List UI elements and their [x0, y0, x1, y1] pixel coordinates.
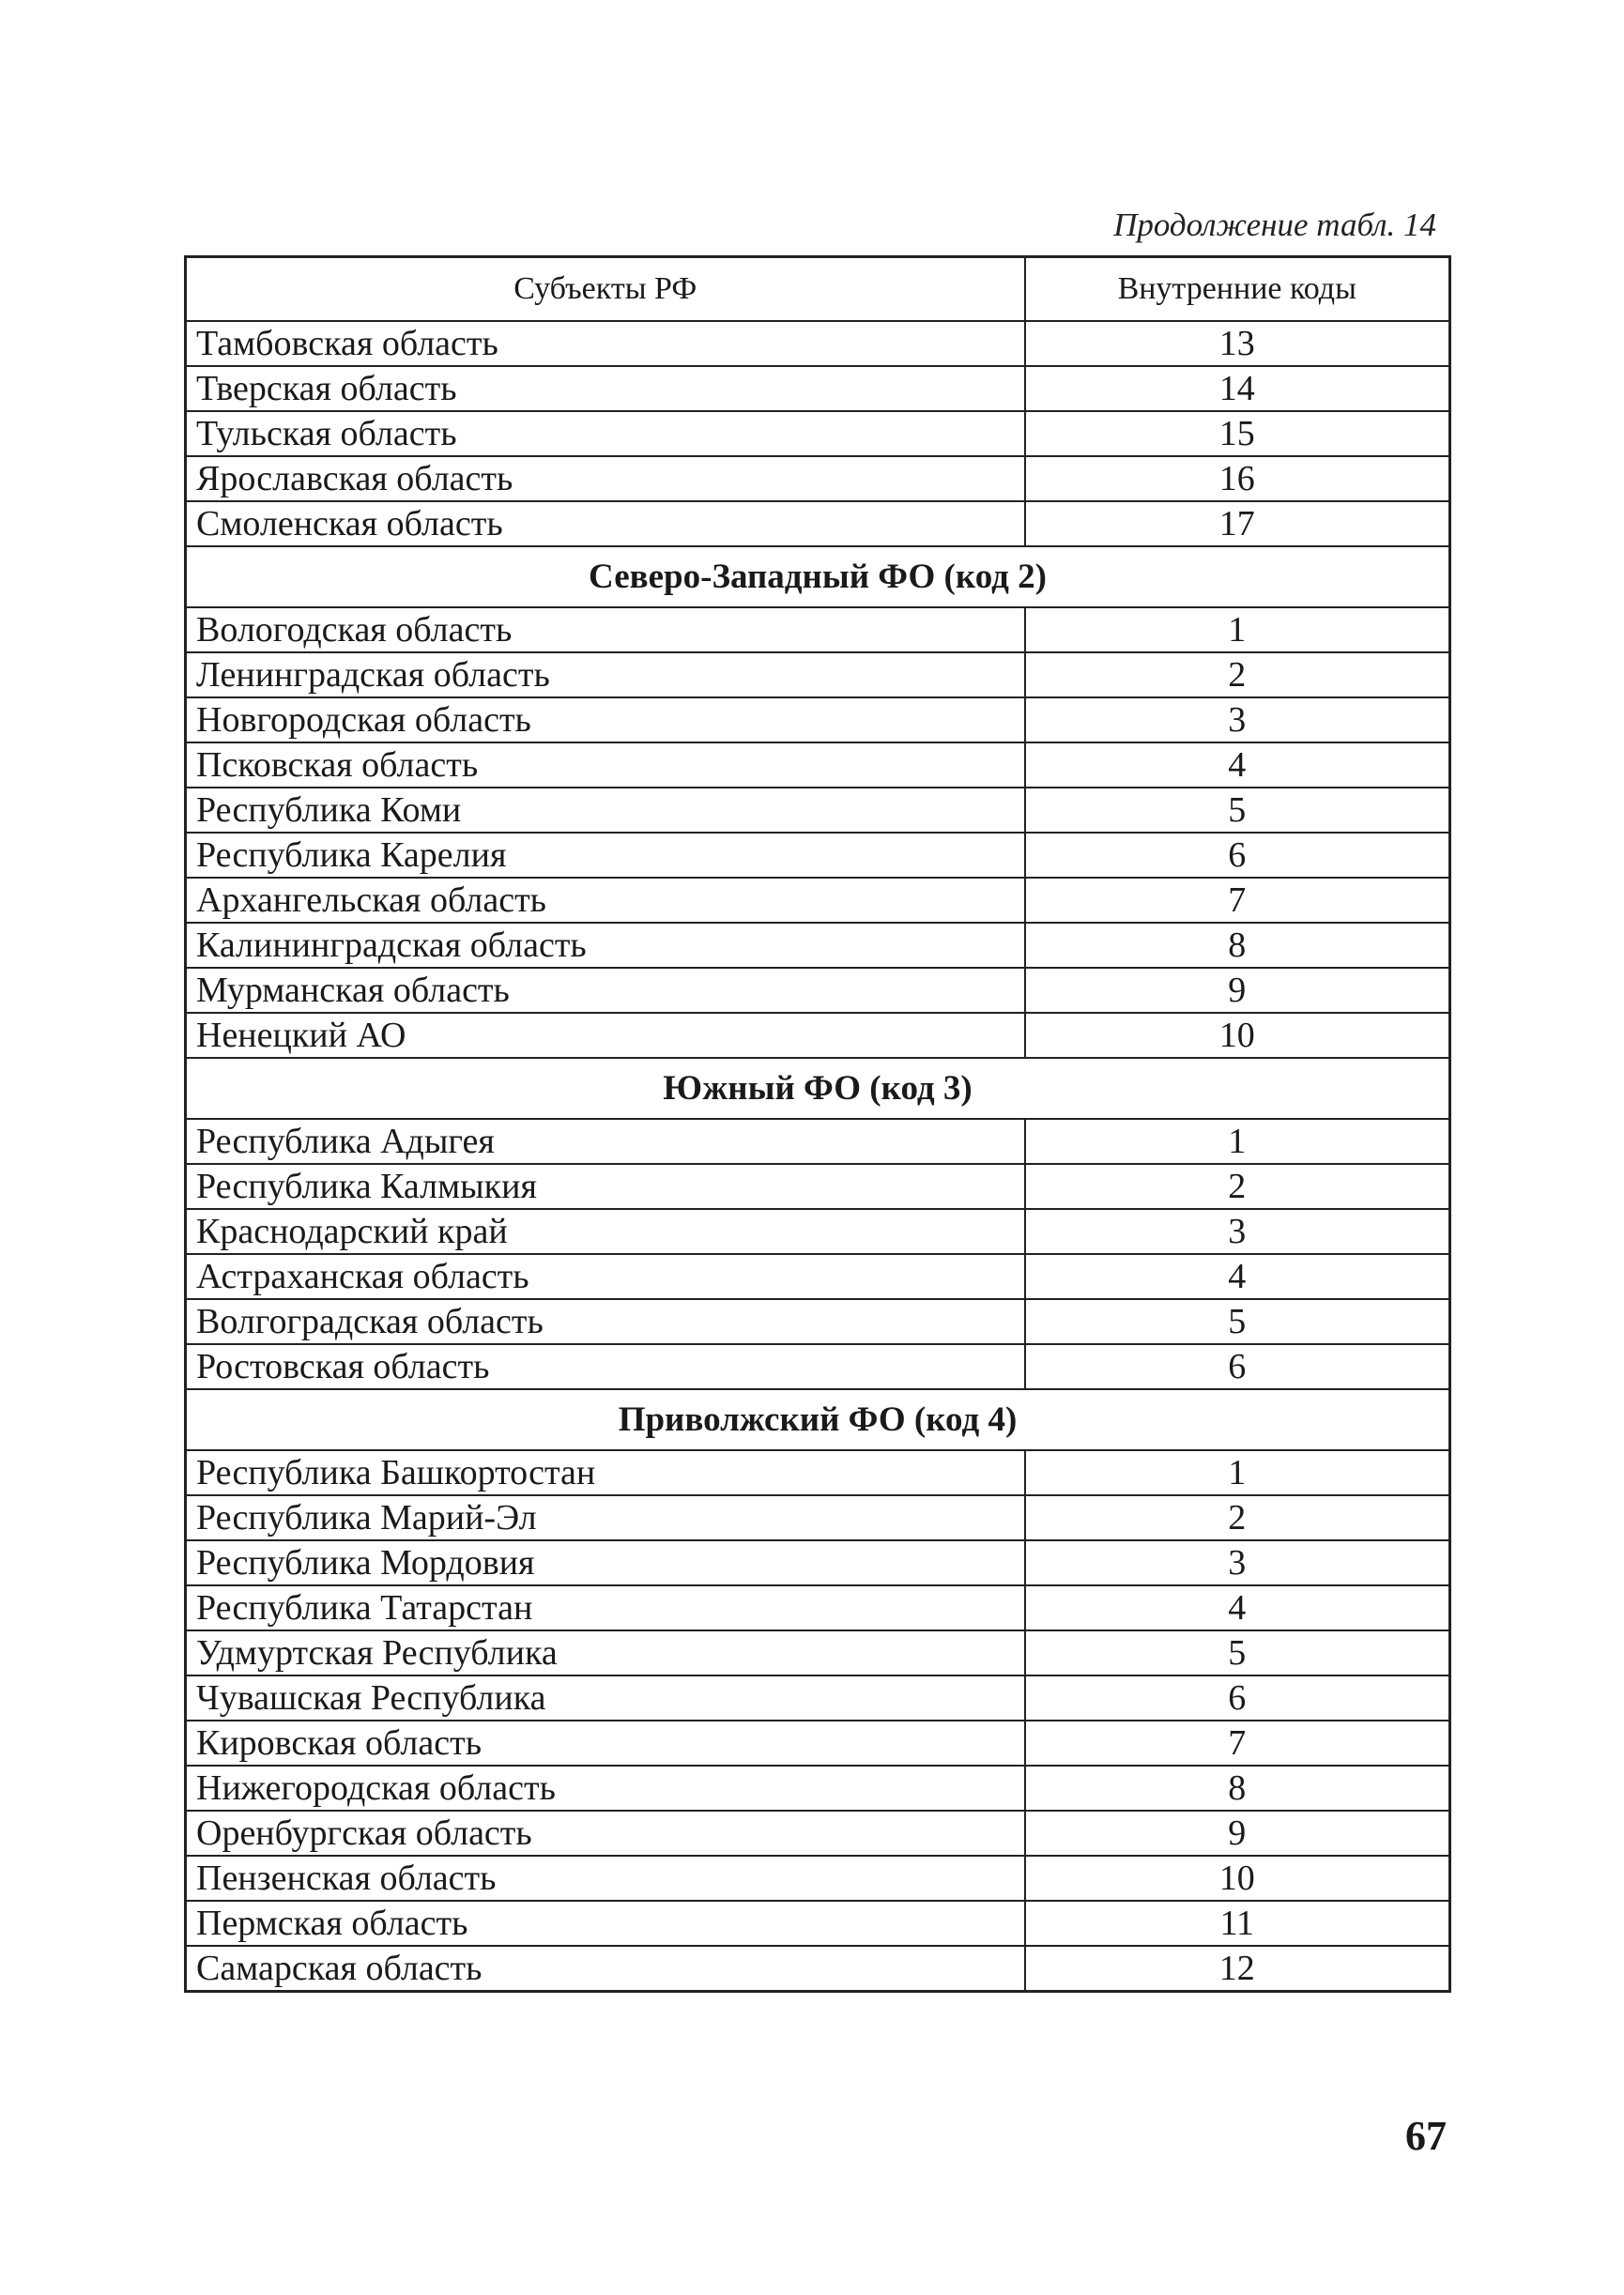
- header-subjects: Субъекты РФ: [186, 257, 1025, 322]
- internal-code-cell: 5: [1025, 788, 1450, 833]
- table-row: [186, 1811, 1450, 1856]
- table-row: [186, 1585, 1450, 1630]
- internal-code-cell: 1: [1025, 1119, 1450, 1164]
- subject-name-cell: Краснодарский край: [186, 1209, 1025, 1254]
- internal-code-cell: 5: [1025, 1299, 1450, 1344]
- subject-name-cell: Тульская область: [186, 411, 1025, 456]
- subject-name-cell: Республика Коми: [186, 788, 1025, 833]
- subject-name-cell: Ярославская область: [186, 456, 1025, 501]
- table-row: [186, 697, 1450, 742]
- subject-name-cell: Вологодская область: [186, 607, 1025, 652]
- internal-code-cell: 10: [1025, 1856, 1450, 1901]
- table-row: [186, 321, 1450, 366]
- internal-code-cell: 10: [1025, 1013, 1450, 1058]
- table-row: [186, 742, 1450, 788]
- table-row: [186, 1630, 1450, 1675]
- table-row: [186, 833, 1450, 878]
- subject-name-cell: Республика Карелия: [186, 833, 1025, 878]
- internal-code-cell: 6: [1025, 1344, 1450, 1389]
- internal-code-cell: 4: [1025, 1585, 1450, 1630]
- table-row: [186, 1766, 1450, 1811]
- section-row: [186, 1058, 1450, 1119]
- regions-codes-table: [184, 255, 1451, 1993]
- table-row: [186, 652, 1450, 697]
- subject-name-cell: Архангельская область: [186, 878, 1025, 923]
- internal-code-cell: 12: [1025, 1946, 1450, 1992]
- subject-name-cell: Оренбургская область: [186, 1811, 1025, 1856]
- header-codes: Внутренние коды: [1025, 257, 1450, 322]
- subject-name-cell: Республика Адыгея: [186, 1119, 1025, 1164]
- internal-code-cell: 4: [1025, 1254, 1450, 1299]
- section-row: [186, 1389, 1450, 1450]
- table-row: [186, 1013, 1450, 1058]
- section-row: [186, 546, 1450, 607]
- internal-code-cell: 1: [1025, 1450, 1450, 1495]
- internal-code-cell: 9: [1025, 1811, 1450, 1856]
- internal-code-cell: 8: [1025, 1766, 1450, 1811]
- internal-code-cell: 6: [1025, 1675, 1450, 1721]
- internal-code-cell: 15: [1025, 411, 1450, 456]
- internal-code-cell: 7: [1025, 878, 1450, 923]
- table-row: [186, 788, 1450, 833]
- subject-name-cell: Республика Татарстан: [186, 1585, 1025, 1630]
- subject-name-cell: Астраханская область: [186, 1254, 1025, 1299]
- table-row: [186, 1164, 1450, 1209]
- table-row: [186, 968, 1450, 1013]
- subject-name-cell: Пермская область: [186, 1901, 1025, 1946]
- page-number: 67: [1405, 2113, 1447, 2159]
- internal-code-cell: 2: [1025, 1495, 1450, 1540]
- table-row: [186, 878, 1450, 923]
- subject-name-cell: Республика Марий-Эл: [186, 1495, 1025, 1540]
- table-row: [186, 1540, 1450, 1585]
- table-row: [186, 607, 1450, 652]
- table-body: [186, 321, 1450, 1992]
- table-caption: Продолжение табл. 14: [1113, 207, 1436, 243]
- table-row: [186, 1254, 1450, 1299]
- internal-code-cell: 6: [1025, 833, 1450, 878]
- subject-name-cell: Ненецкий АО: [186, 1013, 1025, 1058]
- internal-code-cell: 2: [1025, 652, 1450, 697]
- table-row: [186, 411, 1450, 456]
- subject-name-cell: Чувашская Республика: [186, 1675, 1025, 1721]
- subject-name-cell: Тверская область: [186, 366, 1025, 411]
- table-row: [186, 1946, 1450, 1992]
- section-heading: Приволжский ФО (код 4): [186, 1389, 1450, 1450]
- subject-name-cell: Ростовская область: [186, 1344, 1025, 1389]
- subject-name-cell: Мурманская область: [186, 968, 1025, 1013]
- internal-code-cell: 1: [1025, 607, 1450, 652]
- internal-code-cell: 14: [1025, 366, 1450, 411]
- subject-name-cell: Республика Башкортостан: [186, 1450, 1025, 1495]
- table-row: [186, 1209, 1450, 1254]
- table-header-row: [186, 257, 1450, 322]
- internal-code-cell: 8: [1025, 923, 1450, 968]
- internal-code-cell: 13: [1025, 321, 1450, 366]
- subject-name-cell: Самарская область: [186, 1946, 1025, 1992]
- table-row: [186, 1299, 1450, 1344]
- internal-code-cell: 7: [1025, 1721, 1450, 1766]
- table-row: [186, 456, 1450, 501]
- table-row: [186, 1856, 1450, 1901]
- subject-name-cell: Удмуртская Республика: [186, 1630, 1025, 1675]
- internal-code-cell: 4: [1025, 742, 1450, 788]
- internal-code-cell: 2: [1025, 1164, 1450, 1209]
- subject-name-cell: Псковская область: [186, 742, 1025, 788]
- table-row: [186, 366, 1450, 411]
- internal-code-cell: 3: [1025, 1540, 1450, 1585]
- subject-name-cell: Нижегородская область: [186, 1766, 1025, 1811]
- table-row: [186, 1901, 1450, 1946]
- subject-name-cell: Калининградская область: [186, 923, 1025, 968]
- subject-name-cell: Республика Калмыкия: [186, 1164, 1025, 1209]
- table-row: [186, 501, 1450, 546]
- section-heading: Южный ФО (код 3): [186, 1058, 1450, 1119]
- section-heading: Северо-Западный ФО (код 2): [186, 546, 1450, 607]
- internal-code-cell: 11: [1025, 1901, 1450, 1946]
- subject-name-cell: Республика Мордовия: [186, 1540, 1025, 1585]
- internal-code-cell: 9: [1025, 968, 1450, 1013]
- subject-name-cell: Волгоградская область: [186, 1299, 1025, 1344]
- internal-code-cell: 5: [1025, 1630, 1450, 1675]
- subject-name-cell: Тамбовская область: [186, 321, 1025, 366]
- table-row: [186, 1675, 1450, 1721]
- table-row: [186, 1344, 1450, 1389]
- table-row: [186, 923, 1450, 968]
- internal-code-cell: 17: [1025, 501, 1450, 546]
- table-row: [186, 1495, 1450, 1540]
- internal-code-cell: 3: [1025, 1209, 1450, 1254]
- subject-name-cell: Ленинградская область: [186, 652, 1025, 697]
- table-row: [186, 1450, 1450, 1495]
- subject-name-cell: Смоленская область: [186, 501, 1025, 546]
- table-row: [186, 1119, 1450, 1164]
- internal-code-cell: 16: [1025, 456, 1450, 501]
- internal-code-cell: 3: [1025, 697, 1450, 742]
- subject-name-cell: Новгородская область: [186, 697, 1025, 742]
- subject-name-cell: Кировская область: [186, 1721, 1025, 1766]
- subject-name-cell: Пензенская область: [186, 1856, 1025, 1901]
- table-row: [186, 1721, 1450, 1766]
